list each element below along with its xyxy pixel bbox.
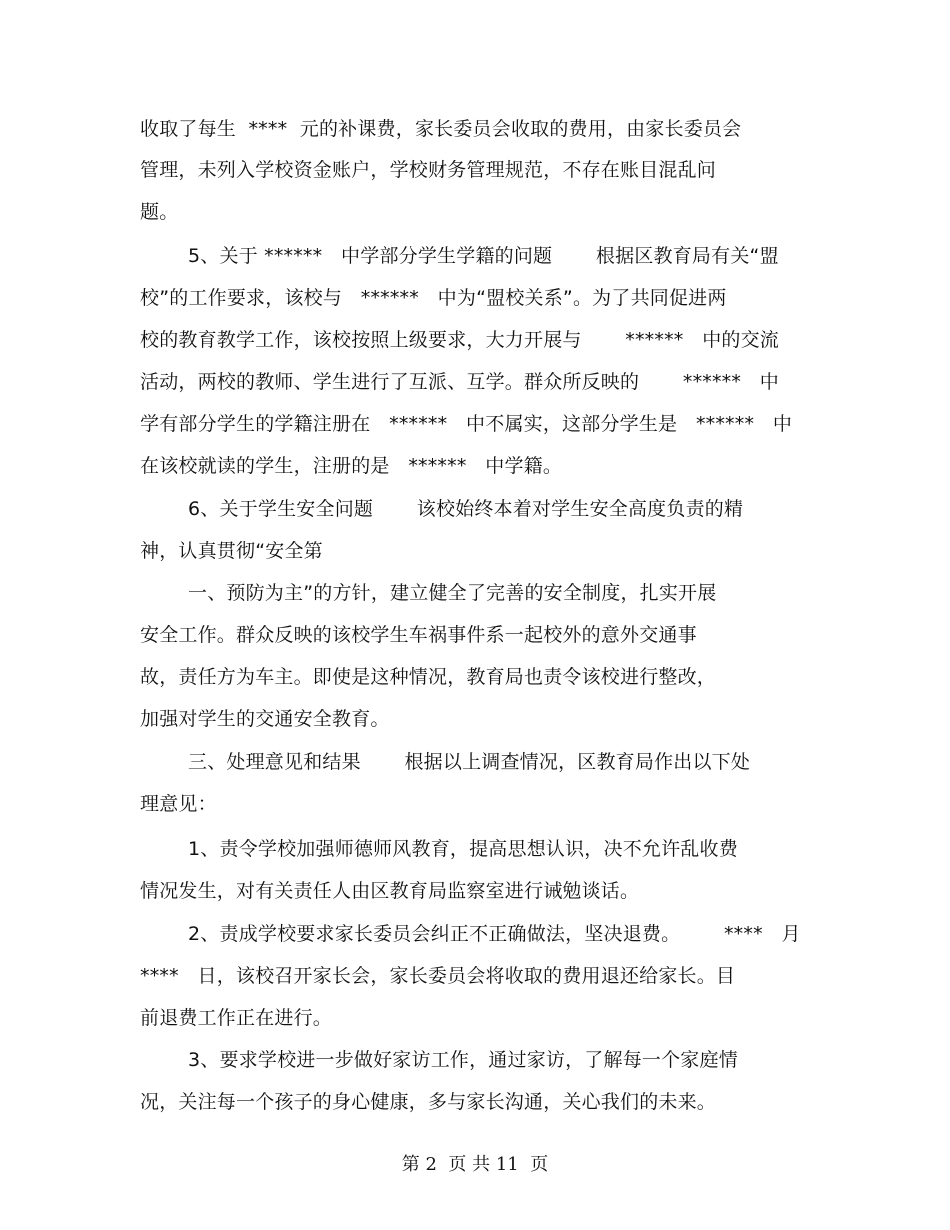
body-text-line: 故，责任方为车主。即使是这种情况，教育局也责令该校进行整改， (140, 666, 717, 688)
body-text-line: 一、预防为主”的方针，建立健全了完善的安全制度，扎实开展 (188, 582, 717, 604)
body-text-line: 情况发生，对有关责任人由区教育局监察室进行诫勉谈话。 (140, 880, 640, 902)
body-text-line: 5、关于 ****** 中学部分学生学籍的问题 根据区教育局有关“盟 (188, 245, 779, 267)
body-text-line: 校”的工作要求，该校与 ****** 中为“盟校关系”。为了共同促进两 (140, 287, 727, 309)
body-text-line: 在该校就读的学生，注册的是 ****** 中学籍。 (140, 455, 563, 477)
body-text-line: 前退费工作正在进行。 (140, 1007, 333, 1029)
body-text-line: 安全工作。群众反映的该校学生车祸事件系一起校外的意外交通事 (140, 624, 697, 646)
body-text-line: 6、关于学生安全问题 该校始终本着对学生安全高度负责的精 (188, 498, 744, 520)
body-text-line: 加强对学生的交通安全教育。 (140, 708, 390, 730)
body-text-line: 活动，两校的教师、学生进行了互派、互学。群众所反映的 ****** 中 (140, 371, 779, 393)
body-text-line: 学有部分学生的学籍注册在 ****** 中不属实，这部分学生是 ****** 中 (140, 413, 793, 435)
body-text-line: 况，关注每一个孩子的身心健康，多与家长沟通，关心我们的未来。 (140, 1091, 717, 1113)
body-text-line: 校的教育教学工作，该校按照上级要求，大力开展与 ****** 中的交流 (140, 329, 779, 351)
page-number-footer: 第 2 页 共 11 页 (401, 1154, 549, 1175)
section-heading-line: 三、处理意见和结果 根据以上调查情况，区教育局作出以下处 (188, 751, 751, 773)
body-text-line: 1、责令学校加强师德师风教育，提高思想认识，决不允许乱收费 (188, 838, 738, 860)
body-text-line: 收取了每生 **** 元的补课费，家长委员会收取的费用，由家长委员会 (140, 118, 742, 140)
body-text-line: 2、责成学校要求家长委员会纠正不正确做法，坚决退费。 **** 月 (188, 923, 801, 945)
body-text-line: 神，认真贯彻“安全第 (140, 540, 323, 562)
body-text-line: **** 日，该校召开家长会，家长委员会将收取的费用退还给家长。目 (140, 965, 736, 987)
body-text-line: 题。 (140, 201, 179, 223)
body-text-line: 理意见： (140, 793, 217, 815)
body-text-line: 3、要求学校进一步做好家访工作，通过家访，了解每一个家庭情 (188, 1049, 738, 1071)
body-text-line: 管理，未列入学校资金账户，学校财务管理规范，不存在账目混乱问 (140, 159, 717, 181)
